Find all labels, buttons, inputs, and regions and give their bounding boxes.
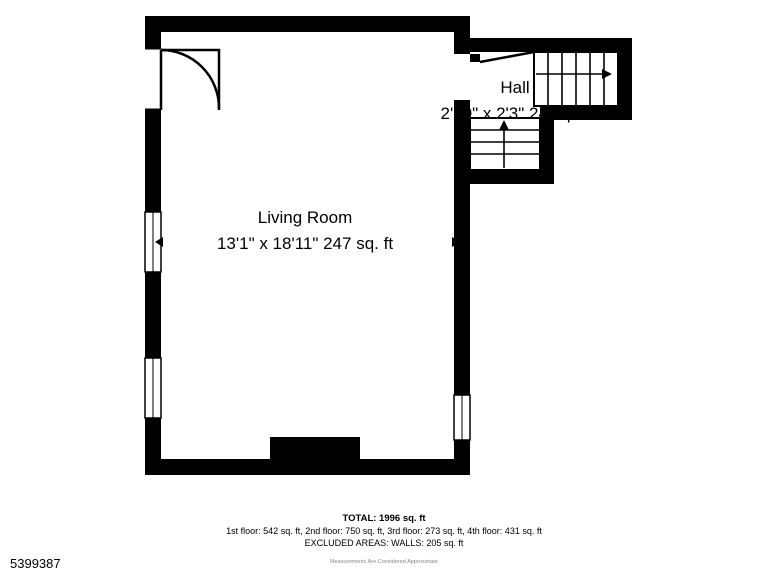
total-area: TOTAL: 1996 sq. ft bbox=[342, 513, 426, 524]
room-name-hall: Hall bbox=[500, 78, 530, 97]
window-left-lower bbox=[145, 358, 161, 418]
excluded-areas: EXCLUDED AREAS: WALLS: 205 sq. ft bbox=[304, 538, 464, 548]
listing-id: 5399387 bbox=[10, 556, 61, 571]
room-dimensions-living-room: 13'1" x 18'11" 247 sq. ft bbox=[216, 234, 394, 253]
floor-breakdown: 1st floor: 542 sq. ft, 2nd floor: 750 sq. ft, 3rd floor: 273 sq. ft, 4th floor: 431 sq. ft bbox=[226, 526, 542, 536]
room-dimensions-hall: 2'10" x 2'3" 24 sq. ft bbox=[440, 104, 590, 123]
window-right-lower bbox=[454, 395, 470, 440]
hall-angled-wall bbox=[480, 52, 534, 62]
bottom-wall-bumpout bbox=[270, 437, 360, 461]
measurement-disclaimer: Measurements Are Considered Approximate bbox=[330, 559, 438, 565]
area-summary bbox=[0, 512, 768, 567]
entry-door bbox=[145, 48, 219, 110]
room-name-living-room: Living Room bbox=[257, 208, 353, 227]
room-label-hall bbox=[400, 75, 630, 127]
room-label-living-room bbox=[140, 205, 470, 257]
